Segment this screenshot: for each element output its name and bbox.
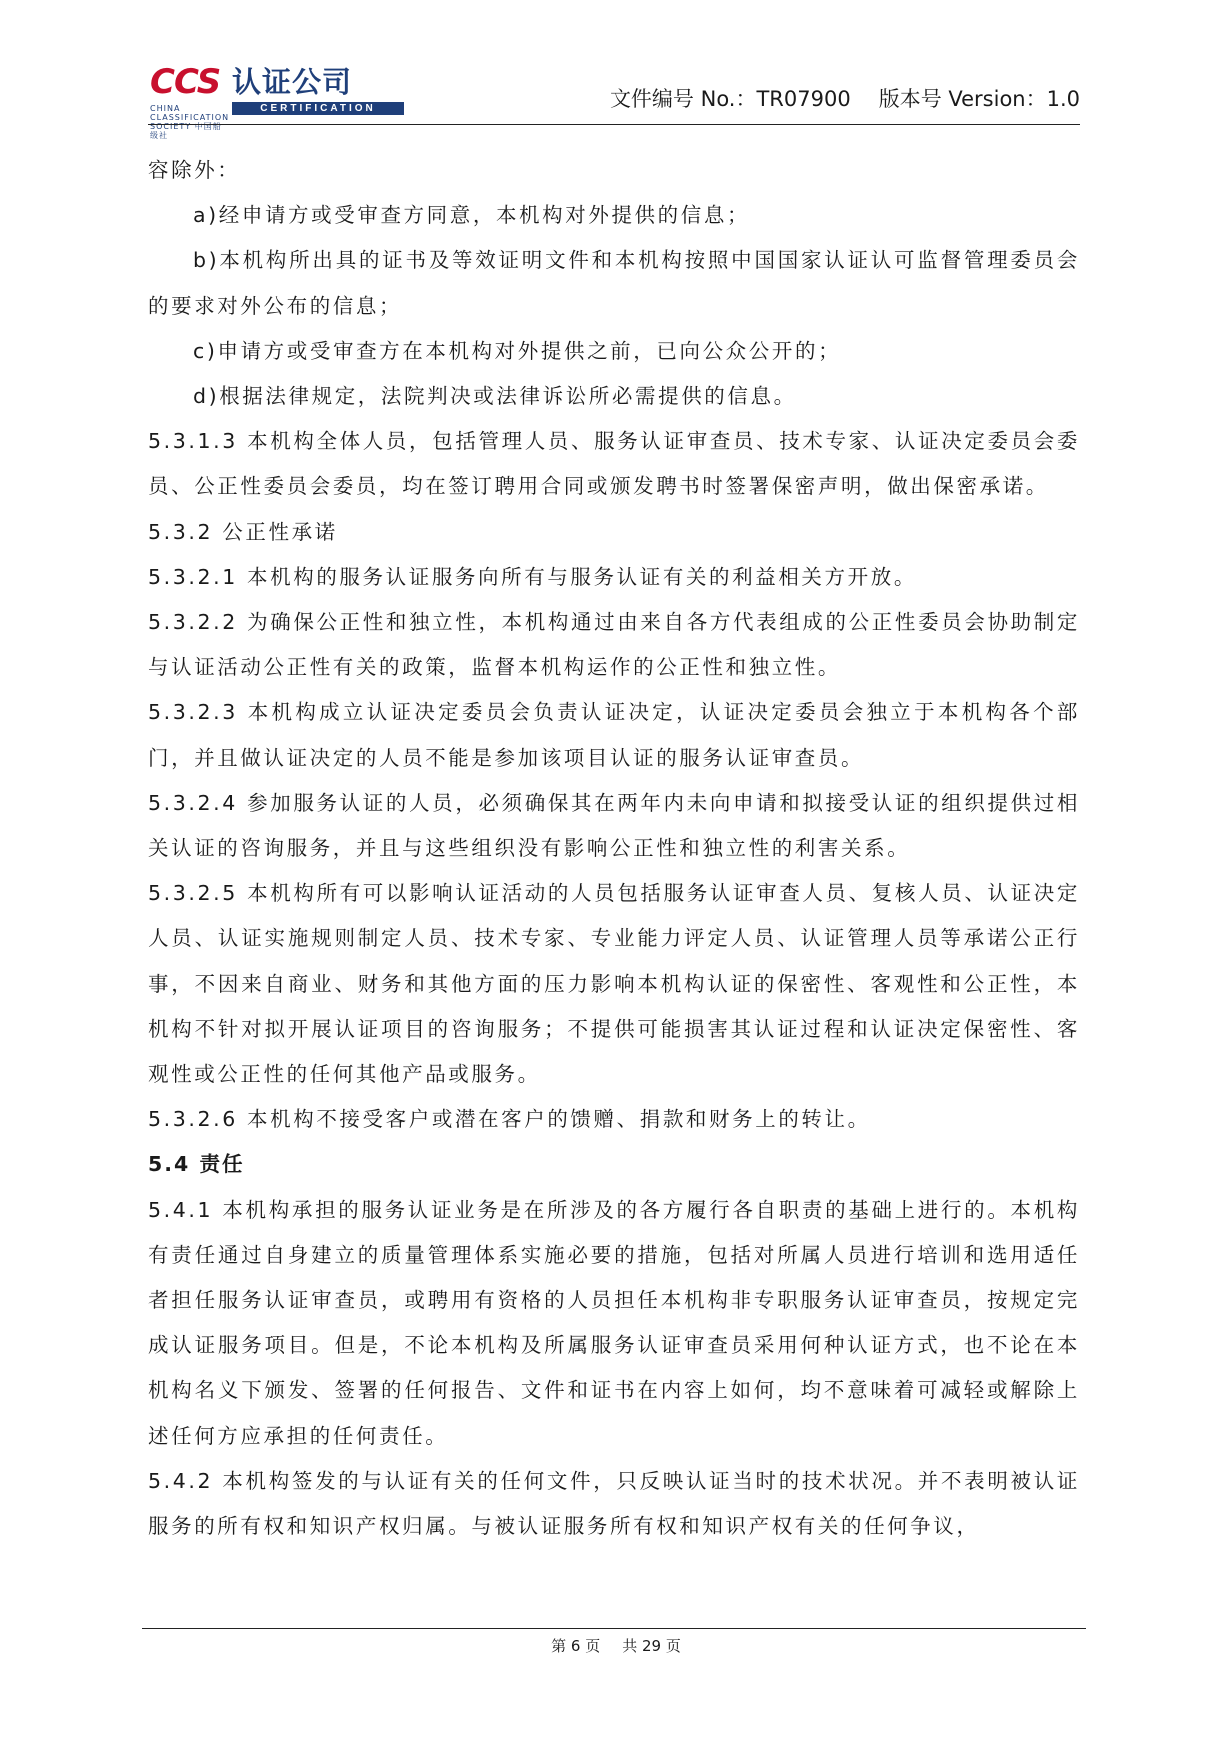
paragraph: 5.3.2.2 为确保公正性和独立性，本机构通过由来自各方代表组成的公正性委员会协助制定与认证活动公正性有关的政策，监督本机构运作的公正性和独立性。 [148, 610, 1080, 680]
paragraph: 5.3.2.6 本机构不接受客户或潜在客户的馈赠、捐款和财务上的转让。 [148, 1107, 871, 1132]
paragraph: 5.3.2 公正性承诺 [148, 519, 338, 544]
page-header [148, 62, 1080, 140]
paragraph: 5.4.2 本机构签发的与认证有关的任何文件，只反映认证当时的技术状况。并不表明被认证服务的所有权和知识产权归属。与被认证服务所有权和知识产权有关的任何争议， [148, 1468, 1080, 1539]
logo-subtitle: CHINA CLASSIFICATION SOCIETY 中国船级社 [150, 104, 230, 140]
paragraph: 5.3.2.5 本机构所有可以影响认证活动的人员包括服务认证审查人员、复核人员、认证决定人员、认证实施规则制定人员、技术专家、专业能力评定人员、认证管理人员等承诺公正行事，不因来自商业、财务和其他方面的压力影响本机构认证的保密性、客观性和公正性，本机构不针对拟开展认证项目的咨询服务；不提供可能损害其认证过程和认证决定保密性、客观性或公正性的任何其他产品或服务。 [148, 881, 1080, 1087]
ccs-certification-logo [148, 62, 408, 140]
paragraph: 5.4.1 本机构承担的服务认证业务是在所涉及的各方履行各自职责的基础上进行的。本机构有责任通过自身建立的质量管理体系实施必要的措施，包括对所属人员进行培训和选用适任者担任服务认证审查员，或聘用有资格的人员担任本机构非专职服务认证审查员，按规定完成认证服务项目。但是，不论本机构及所属服务认证审查员采用何种认证方式，也不论在本机构名义下颁发、签署的任何报告、文件和证书在内容上如何，均不意味着可减轻或解除上述任何方应承担的任何责任。 [148, 1197, 1080, 1448]
section-heading: 5.4 责任 [148, 1152, 245, 1177]
paragraph: 5.3.2.3 本机构成立认证决定委员会负责认证决定，认证决定委员会独立于本机构各个部门，并且做认证决定的人员不能是参加该项目认证的服务认证审查员。 [148, 700, 1080, 770]
page-total: 共 29 页 [622, 1637, 681, 1655]
document-meta [610, 86, 1080, 112]
logo-english-bar: CERTIFICATION [232, 102, 404, 115]
document-version: 版本号 Version：1.0 [878, 87, 1080, 111]
paragraph: d)根据法律规定，法院判决或法律诉讼所必需提供的信息。 [193, 384, 797, 409]
paragraph: 5.3.1.3 本机构全体人员，包括管理人员、服务认证审查员、技术专家、认证决定委员会委员、公正性委员会委员，均在签订聘用合同或颁发聘书时签署保密声明，做出保密承诺。 [148, 429, 1080, 499]
paragraph: a)经申请方或受审查方同意，本机构对外提供的信息； [193, 203, 751, 228]
paragraph: 5.3.2.1 本机构的服务认证服务向所有与服务认证有关的利益相关方开放。 [148, 564, 917, 589]
header-divider [148, 124, 1080, 125]
paragraph: c)申请方或受审查方在本机构对外提供之前，已向公众公开的； [193, 338, 842, 363]
page-footer [0, 1636, 1232, 1656]
paragraph: b)本机构所出具的证书及等效证明文件和本机构按照中国国家认证认可监督管理委员会的要求对外公布的信息； [148, 248, 1080, 318]
paragraph: 容除外： [148, 158, 241, 182]
document-number: 文件编号 No.：TR07900 [609, 87, 851, 111]
page-number: 第 6 页 [551, 1637, 601, 1655]
document-body [148, 148, 1080, 1549]
logo-ccs-text: CCS [150, 62, 221, 102]
paragraph: 5.3.2.4 参加服务认证的人员，必须确保其在两年内未向申请和拟接受认证的组织提供过相关认证的咨询服务，并且与这些组织没有影响公正性和独立性的利害关系。 [148, 790, 1080, 861]
footer-divider [142, 1628, 1086, 1629]
logo-chinese-text: 认证公司 [232, 65, 353, 99]
